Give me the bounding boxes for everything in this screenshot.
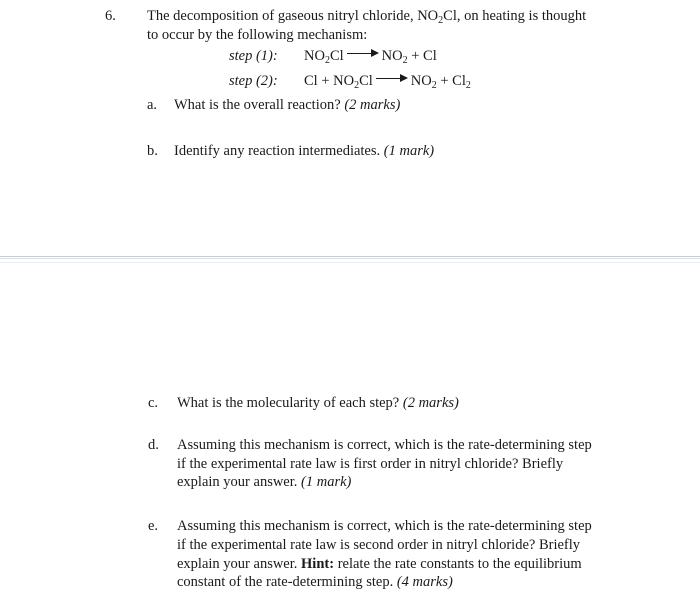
step-2-product: NO: [410, 73, 432, 89]
part-b-question: [174, 142, 434, 160]
question-number: 6.: [105, 8, 116, 24]
part-d-line-2: if the experimental rate law is first order in nitryl chloride? Briefly: [177, 456, 564, 472]
part-b-text: Identify any reaction intermediates.: [174, 143, 381, 159]
reaction-arrow-icon: [376, 74, 408, 84]
part-e-line-3: [177, 555, 582, 573]
part-e-line-3-end: relate the rate constants to the equilibrium: [337, 556, 582, 572]
part-e-line-2: if the experimental rate law is second order in nitryl chloride? Briefly: [177, 537, 581, 553]
step-2-label: step (2):: [229, 73, 278, 89]
part-d-line-3-text: explain your answer.: [177, 474, 298, 490]
part-b-letter: b.: [147, 143, 158, 159]
step-2-reactant: Cl + NO: [304, 73, 355, 89]
part-c-marks: (2 marks): [402, 395, 459, 411]
part-d-line-1: Assuming this mechanism is correct, which is the rate-determining step: [177, 437, 592, 453]
question-intro-line-2: to occur by the following mechanism:: [147, 27, 368, 43]
part-d-line-3: [177, 473, 351, 491]
step-1-product-tail: + Cl: [407, 48, 437, 64]
part-e-hint-label: Hint:: [301, 556, 335, 572]
part-a-text: What is the overall reaction?: [174, 97, 341, 113]
step-1-product: NO: [381, 48, 403, 64]
step-1-product-sub: 2: [402, 55, 408, 66]
intro-text: The decomposition of gaseous nitryl chloride, NO: [147, 8, 439, 24]
intro-subscript: 2: [438, 15, 444, 26]
step-2-product-sub: 2: [431, 80, 437, 91]
part-e-letter: e.: [148, 518, 159, 534]
part-c-letter: c.: [148, 395, 159, 411]
part-c-text: What is the molecularity of each step?: [177, 395, 400, 411]
page-divider-light: [0, 262, 700, 263]
step-2-reactant-tail: Cl: [359, 73, 373, 89]
part-d-letter: d.: [148, 437, 159, 453]
step-2-product-sub-2: 2: [465, 80, 471, 91]
part-e-line-4-text: constant of the rate-determining step.: [177, 574, 394, 590]
part-e-line-1: Assuming this mechanism is correct, which is the rate-determining step: [177, 518, 592, 534]
part-b-marks: (1 mark): [383, 143, 435, 159]
step-1-reactant: NO: [304, 48, 325, 64]
part-e-line-4: [177, 573, 453, 591]
step-1-reactant-sub: 2: [324, 55, 330, 66]
part-e-marks: (4 marks): [396, 574, 453, 590]
step-2-reactant-sub: 2: [354, 80, 360, 91]
step-1-label: step (1):: [229, 48, 278, 64]
part-d-marks: (1 mark): [301, 474, 352, 490]
part-c-question: [177, 394, 459, 412]
part-e-line-3-start: explain your answer.: [177, 556, 298, 572]
intro-text-end: Cl, on heating is thought: [443, 8, 587, 24]
part-a-letter: a.: [147, 97, 158, 113]
step-2-equation: [304, 72, 471, 95]
page-divider-shadow: [0, 258, 700, 259]
page-divider: [0, 256, 700, 257]
step-1-equation: [304, 47, 437, 70]
part-a-marks: (2 marks): [344, 97, 401, 113]
step-2-product-mid: + Cl: [436, 73, 466, 89]
part-a-question: [174, 96, 400, 114]
reaction-arrow-icon: [347, 49, 379, 59]
step-1-reactant-tail: Cl: [329, 48, 344, 64]
